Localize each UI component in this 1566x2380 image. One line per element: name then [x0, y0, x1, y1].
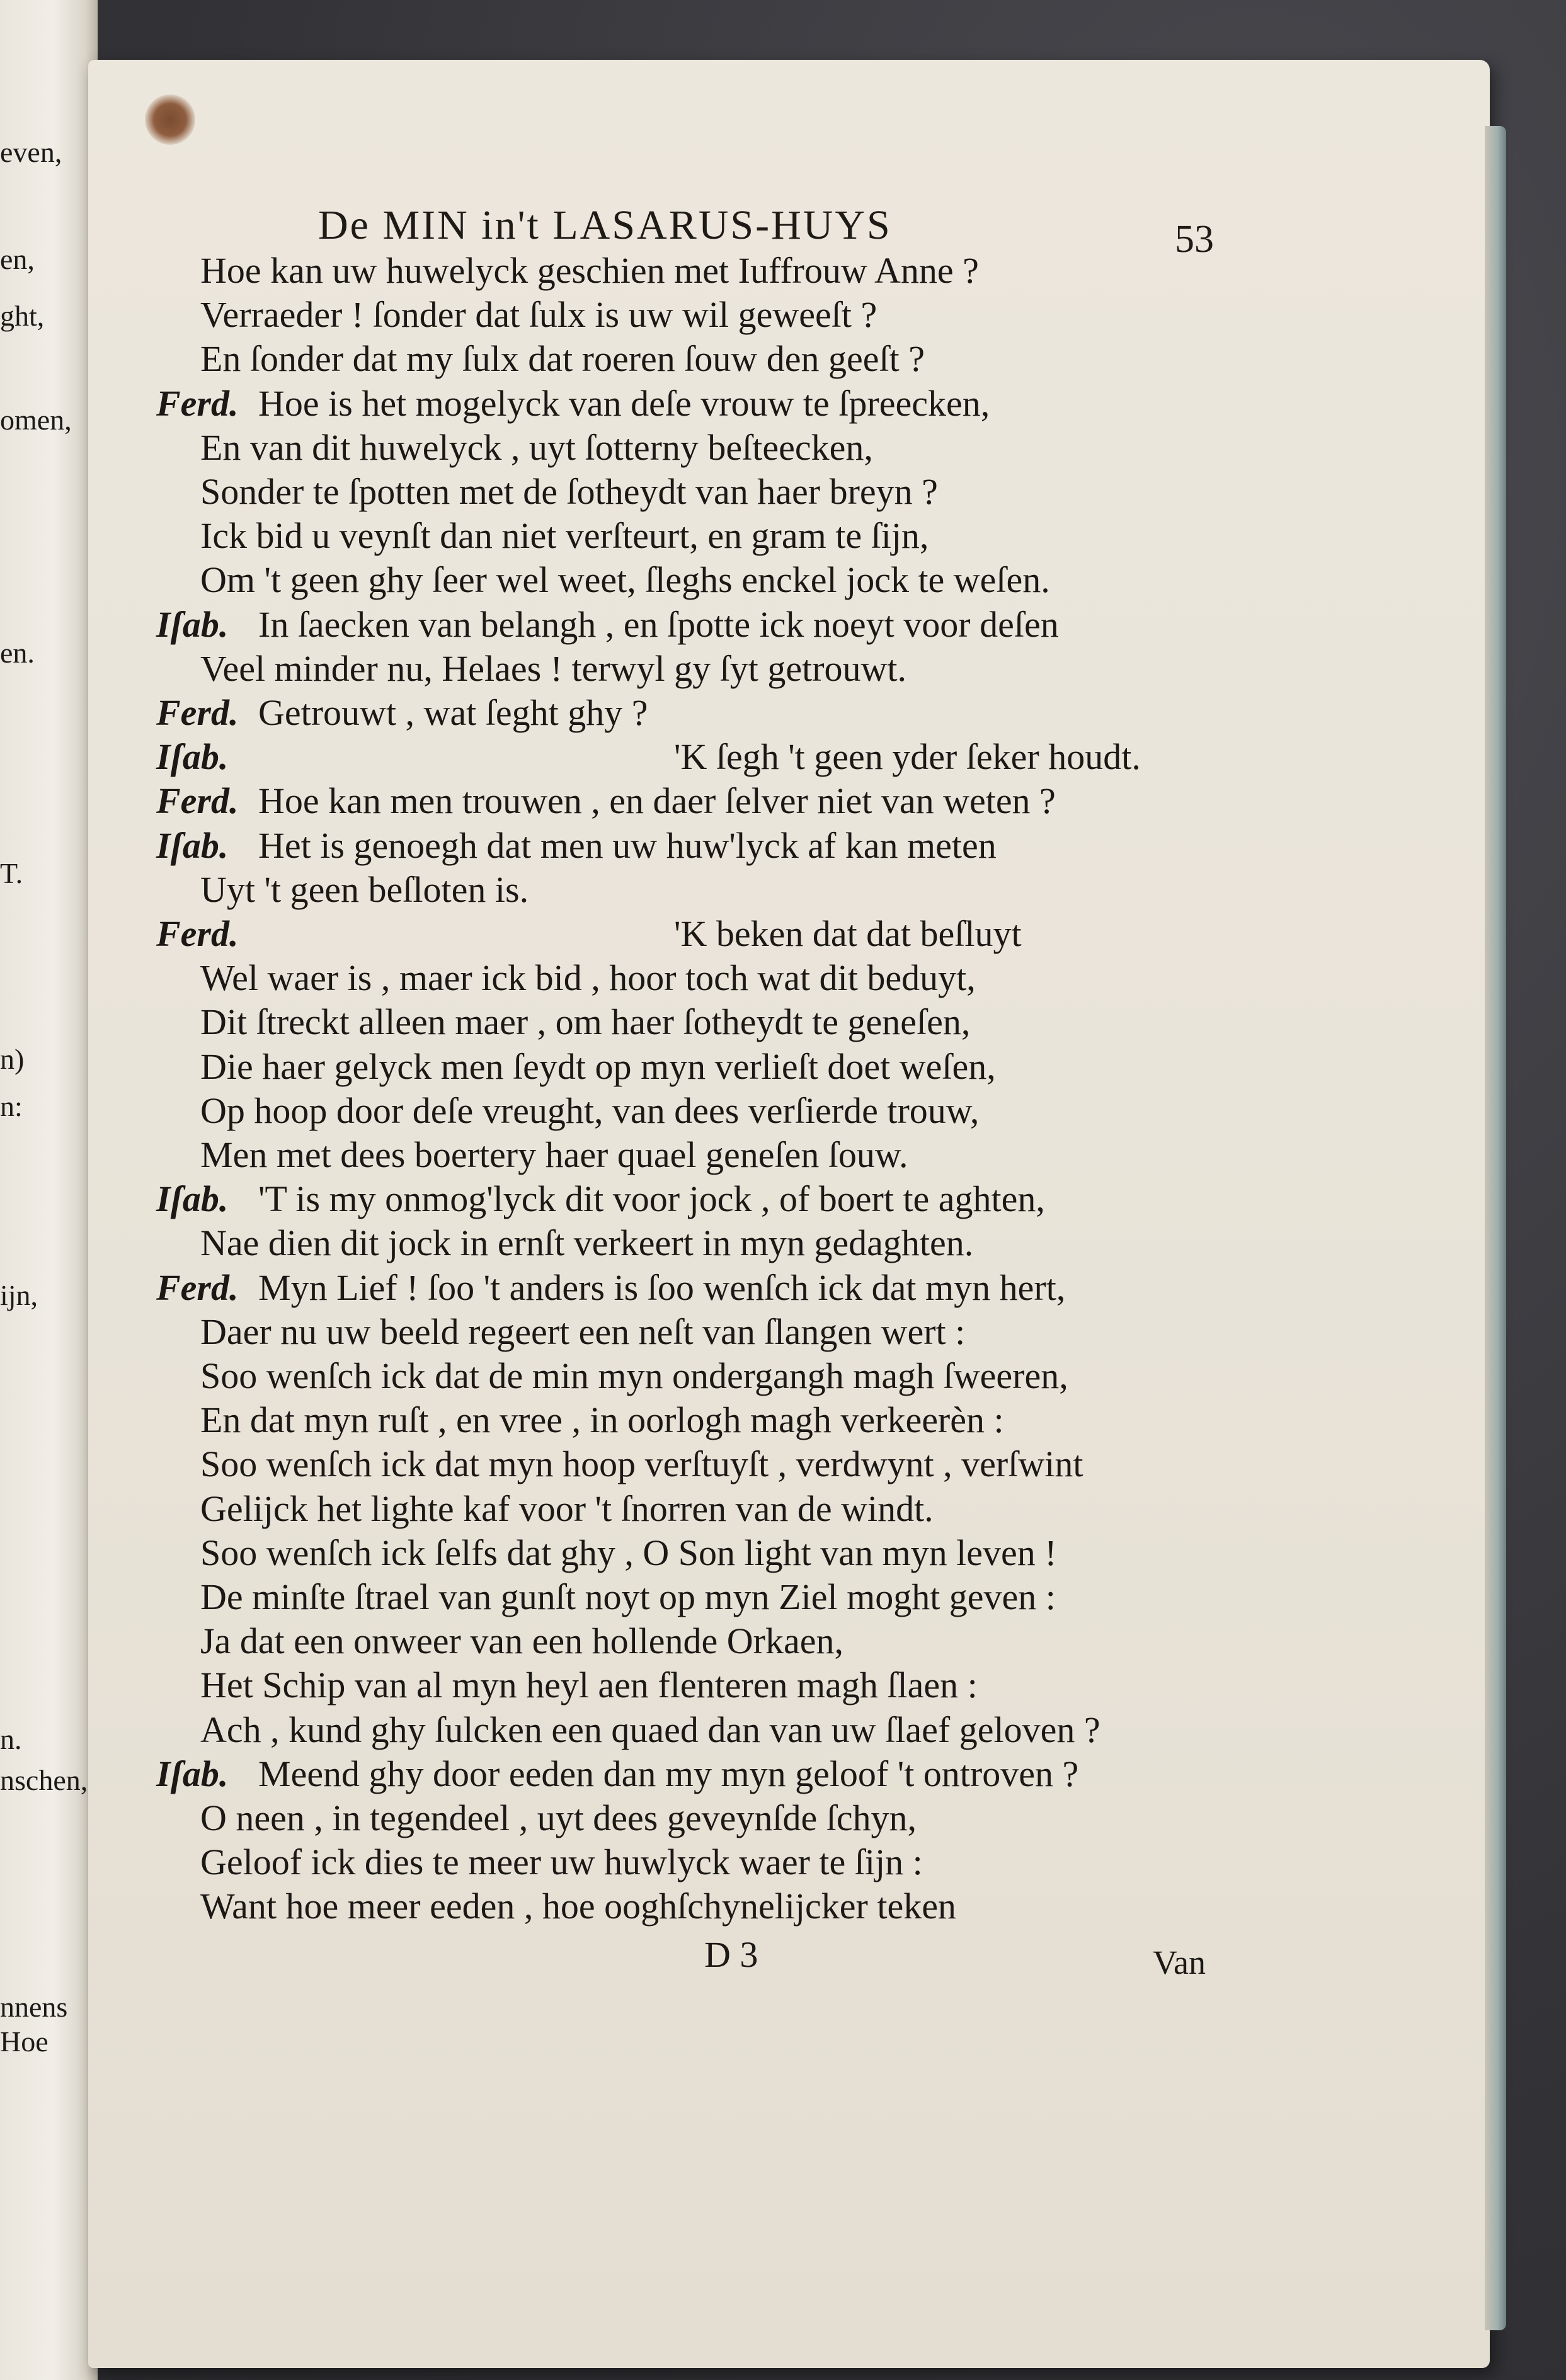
facing-page-fragment: T.	[0, 857, 23, 889]
speaker-label: Iſab.	[156, 1753, 229, 1794]
verse-line	[200, 1442, 1083, 1486]
line-text: Getrouwt , wat ſeght ghy ?	[258, 692, 648, 733]
verse-line	[200, 470, 938, 514]
facing-page-fragment: n.	[0, 1723, 22, 1755]
line-text: En ſonder dat my ſulx dat roeren ſouw den geeſt ?	[200, 338, 925, 379]
verse-line	[156, 779, 1227, 823]
verse-line	[200, 1221, 973, 1265]
verse-line	[156, 1177, 1227, 1221]
verse-line	[200, 1708, 1100, 1752]
facing-page-fragment: even,	[0, 136, 62, 168]
line-text: En van dit huwelyck , uyt ſotterny beſteecken,	[200, 427, 873, 468]
running-title: De MIN in't LASARUS-HUYS	[318, 202, 892, 248]
verse-line	[200, 1089, 979, 1133]
line-text: Soo wenſch ick dat de min myn ondergangh magh ſweeren,	[200, 1355, 1068, 1396]
verse-line	[200, 1531, 1057, 1575]
facing-page-fragment: en.	[0, 637, 35, 669]
verse-line	[200, 1310, 965, 1354]
line-text: Ach , kund ghy ſulcken een quaed dan van uw ſlaef geloven ?	[200, 1709, 1100, 1750]
verse-line	[156, 382, 1227, 426]
line-text: Gelijck het lighte kaf voor 't ſnorren van de windt.	[200, 1488, 934, 1529]
line-text: Hoe is het mogelyck van deſe vrouw te ſpreecken,	[258, 383, 990, 424]
line-text: Sonder te ſpotten met de ſotheydt van haer breyn ?	[200, 471, 938, 512]
page-number: 53	[1175, 218, 1214, 261]
speaker-label: Iſab.	[156, 604, 229, 645]
line-text: Daer nu uw beeld regeert een neſt van ſlangen wert :	[200, 1311, 966, 1352]
speaker-label: Ferd.	[156, 383, 239, 424]
verse-line	[200, 1796, 917, 1840]
speaker-label: Ferd.	[156, 1267, 239, 1308]
line-text: Veel minder nu, Helaes ! terwyl gy ſyt getrouwt.	[200, 648, 907, 689]
line-text: Men met dees boertery haer quael geneſen ſouw.	[200, 1134, 908, 1175]
line-text: 'K beken dat dat beſluyt	[674, 913, 1022, 954]
facing-page-fragment: ght,	[0, 300, 45, 332]
verse-line	[156, 603, 1227, 647]
line-text: Het Schip van al myn heyl aen flenteren magh ſlaen :	[200, 1665, 978, 1705]
line-text: Hoe kan uw huwelyck geschien met Iuffrouw Anne ?	[200, 250, 979, 291]
verse-line	[200, 1000, 970, 1044]
facing-page-fragment: Hoe	[0, 2025, 49, 2058]
line-text: Nae dien dit jock in ernſt verkeert in myn gedaghten.	[200, 1222, 974, 1263]
facing-page-edge	[0, 0, 98, 2380]
verse-line	[200, 647, 906, 691]
line-text: In ſaecken van belangh , en ſpotte ick noeyt voor deſen	[258, 604, 1059, 645]
verse-line	[200, 558, 1050, 602]
line-text: Want hoe meer eeden , hoe ooghſchynelijcker teken	[200, 1886, 956, 1927]
speaker-label: Ferd.	[156, 692, 239, 733]
signature-mark: D 3	[704, 1934, 758, 1975]
verse-line	[156, 1266, 1227, 1310]
facing-page-fragment: n)	[0, 1043, 25, 1075]
speaker-label: Ferd.	[156, 780, 239, 821]
catchword: Van	[1153, 1944, 1206, 1981]
verse-line	[156, 735, 1227, 779]
verse-line	[156, 912, 1227, 956]
verse-line	[200, 868, 529, 912]
line-text: Soo wenſch ick dat myn hoop verſtuyſt , verdwynt , verſwint	[200, 1443, 1083, 1484]
line-text: Geloof ick dies te meer uw huwlyck waer te ſijn :	[200, 1842, 923, 1882]
verse-line	[200, 1840, 923, 1884]
verse-line	[156, 691, 1227, 735]
facing-page-fragment: nschen,	[0, 1764, 88, 1796]
line-text: Wel waer is , maer ick bid , hoor toch wat dit beduyt,	[200, 957, 976, 998]
line-text: Hoe kan men trouwen , en daer ſelver niet van weten ?	[258, 780, 1056, 821]
line-text: 'K ſegh 't geen yder ſeker houdt.	[674, 736, 1141, 777]
line-text: Soo wenſch ick ſelfs dat ghy , O Son light van myn leven !	[200, 1532, 1057, 1573]
verse-line	[200, 249, 979, 293]
line-text: Die haer gelyck men ſeydt op myn verlieſt doet weſen,	[200, 1046, 996, 1087]
verse-line	[200, 514, 929, 558]
page-fore-edge	[1485, 126, 1506, 2330]
verse-line	[200, 1575, 1056, 1619]
line-text: Ja dat een onweer van een hollende Orkaen,	[200, 1620, 843, 1661]
line-text: En dat myn ruſt , en vree , in oorlogh magh verkeerèn :	[200, 1399, 1004, 1440]
verse-line	[200, 337, 925, 381]
facing-page-fragment: nnens	[0, 1991, 68, 2023]
verse-line	[200, 426, 873, 470]
verse-line	[200, 1354, 1068, 1398]
verse-line	[200, 956, 976, 1000]
speaker-label: Iſab.	[156, 825, 229, 866]
line-text: De minſte ſtrael van gunſt noyt op myn Ziel moght geven :	[200, 1576, 1056, 1617]
verse-line	[200, 1663, 978, 1707]
facing-page-fragment: en,	[0, 243, 35, 275]
speaker-label: Iſab.	[156, 736, 229, 777]
line-text: 'T is my onmog'lyck dit voor jock , of boert te aghten,	[258, 1178, 1045, 1219]
verse-line	[156, 824, 1227, 868]
verse-line	[200, 1398, 1004, 1442]
line-text: Verraeder ! ſonder dat ſulx is uw wil geweeſt ?	[200, 294, 877, 335]
speaker-label: Ferd.	[156, 913, 239, 954]
line-text: Meend ghy door eeden dan my myn geloof 't ontroven ?	[258, 1753, 1079, 1794]
line-text: Op hoop door deſe vreught, van dees verſierde trouw,	[200, 1090, 980, 1131]
line-text: Om 't geen ghy ſeer wel weet, ſleghs enckel jock te weſen.	[200, 559, 1050, 600]
facing-page-fragment: ijn,	[0, 1279, 38, 1311]
verse-line	[200, 1045, 996, 1089]
verse-line	[200, 1619, 843, 1663]
foxing-stain	[145, 94, 195, 145]
facing-page-fragment: n:	[0, 1090, 23, 1122]
verse-line	[156, 1752, 1227, 1796]
facing-page-fragment: omen,	[0, 404, 72, 436]
speaker-label: Iſab.	[156, 1178, 229, 1219]
line-text: Dit ſtreckt alleen maer , om haer ſotheydt te geneſen,	[200, 1001, 971, 1042]
verse-line	[200, 1884, 956, 1928]
line-text: O neen , in tegendeel , uyt dees geveynſde ſchyn,	[200, 1797, 917, 1838]
verse-line	[200, 1487, 934, 1531]
verse-line	[200, 293, 877, 337]
line-text: Uyt 't geen beſloten is.	[200, 869, 529, 910]
line-text: Myn Lief ! ſoo 't anders is ſoo wenſch ick dat myn hert,	[258, 1267, 1066, 1308]
line-text: Ick bid u veynſt dan niet verſteurt, en gram te ſijn,	[200, 515, 929, 556]
verse-line	[200, 1133, 908, 1177]
line-text: Het is genoegh dat men uw huw'lyck af kan meten	[258, 825, 997, 866]
